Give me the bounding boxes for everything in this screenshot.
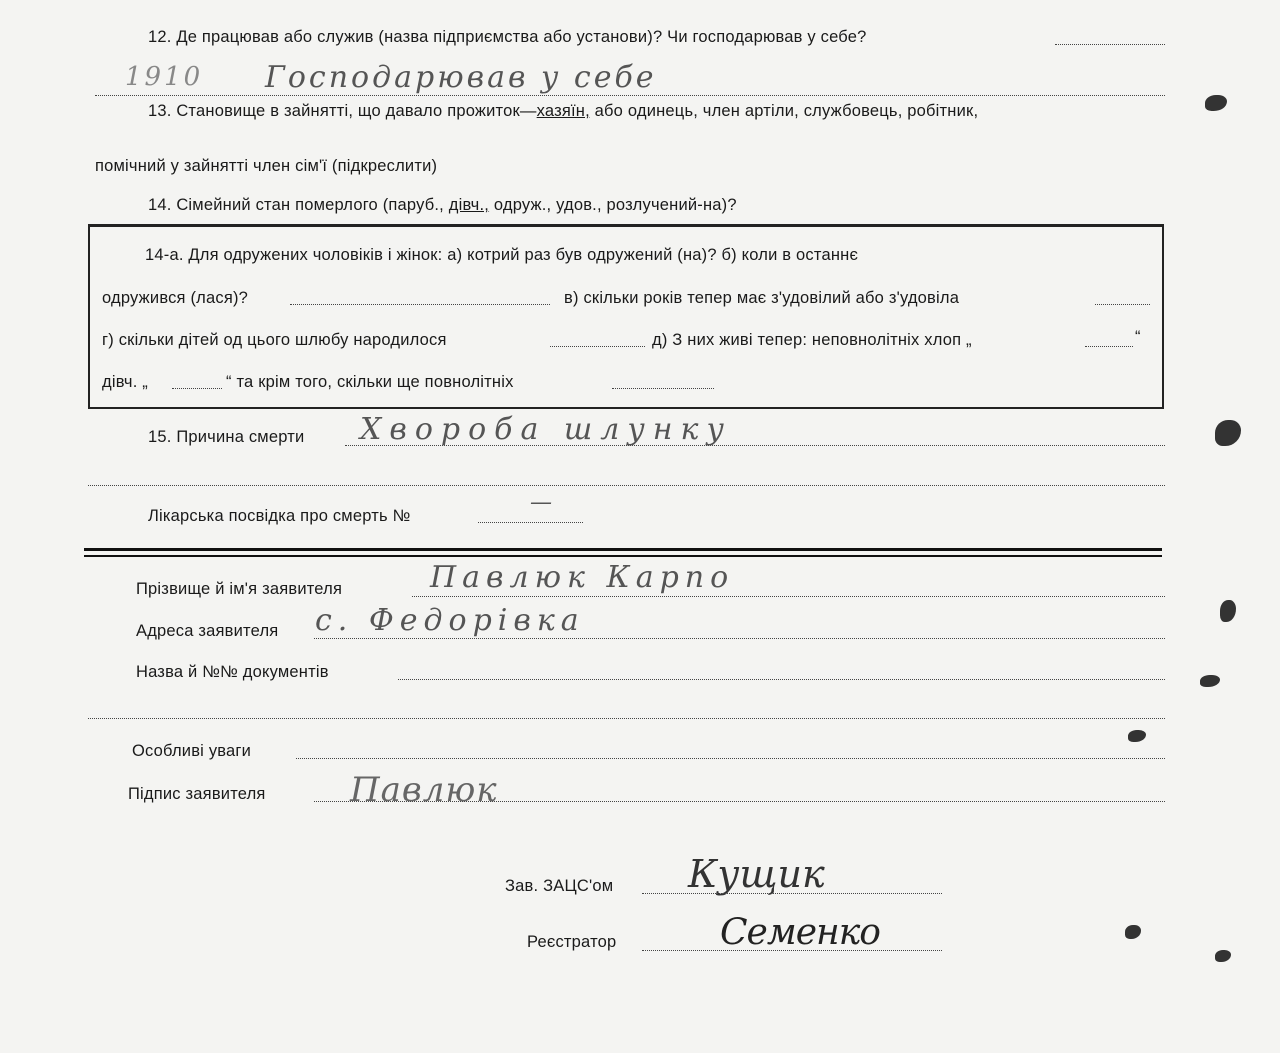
applicant-docs-line2 xyxy=(88,718,1165,719)
head-line xyxy=(642,893,942,894)
paper-damage-mark xyxy=(1215,950,1231,962)
certificate-value[interactable]: — xyxy=(530,490,555,515)
q12-margin-note: 1910 xyxy=(125,62,204,92)
q14a-line4a: дівч. „ xyxy=(102,373,148,391)
q14a-line1: 14-а. Для одружених чоловіків і жінок: а) котрий раз був одружений (на)? б) коли в останнє xyxy=(145,246,859,264)
head-label: Зав. ЗАЦС'ом xyxy=(505,877,614,895)
q14-label xyxy=(148,196,737,215)
applicant-signature-label: Підпис заявителя xyxy=(128,785,266,803)
applicant-docs-line xyxy=(398,679,1165,680)
certificate-line xyxy=(478,522,583,523)
q13-label xyxy=(148,102,978,121)
paper-damage-mark xyxy=(1220,600,1236,622)
q15-answer-line xyxy=(345,445,1165,446)
applicant-address-line xyxy=(314,638,1165,639)
paper-damage-mark xyxy=(1205,95,1227,111)
q14a-line2-dots xyxy=(290,304,550,305)
paper-damage-mark xyxy=(1200,675,1220,687)
q15-label: 15. Причина смерти xyxy=(148,428,305,446)
registrar-signature[interactable]: Семенко xyxy=(720,912,880,953)
q14-underlined-option: дівч., xyxy=(448,196,490,214)
registrar-line xyxy=(642,950,942,951)
q12-answer-line xyxy=(95,95,1165,96)
head-signature[interactable]: Кущик xyxy=(688,852,825,896)
q15-extra-line xyxy=(88,485,1165,486)
section-divider-bottom xyxy=(84,555,1162,557)
paper-damage-mark xyxy=(1128,730,1146,742)
q12-answer[interactable]: Господарював у себе xyxy=(265,60,657,95)
q14a-line3a: г) скільки дітей од цього шлюбу народилося xyxy=(102,331,447,349)
q14a-line4b-dots xyxy=(612,388,714,389)
q13-label-post: або одинець, член артіли, службовець, робітник, xyxy=(589,102,979,120)
q14a-line4b: “ та крім того, скільки ще повнолітніх xyxy=(226,373,514,391)
applicant-docs-label: Назва й №№ документів xyxy=(136,663,329,681)
applicant-notes-label: Особливі уваги xyxy=(132,742,252,760)
q14-label-pre: 14. Сімейний стан померлого (паруб., xyxy=(148,196,449,214)
q13-underlined-option: хазяїн, xyxy=(536,102,590,120)
applicant-address-value[interactable]: с. Федорівка xyxy=(315,603,585,638)
applicant-signature-line xyxy=(314,801,1165,802)
paper-damage-mark xyxy=(1125,925,1141,939)
q14a-line2b-dots xyxy=(1095,304,1150,305)
certificate-label: Лікарська посвідка про смерть № xyxy=(148,507,411,525)
q14a-line2a: одружився (лася)? xyxy=(102,289,249,307)
q12-label: 12. Де працював або служив (назва підприємства або установи)? Чи господарював у себе? xyxy=(148,28,867,46)
applicant-name-value[interactable]: Павлюк Карпо xyxy=(430,560,735,595)
q14a-line3-dots xyxy=(550,346,645,347)
q13-label-pre: 13. Становище в зайнятті, що давало прожиток— xyxy=(148,102,537,120)
applicant-signature[interactable]: Павлюк xyxy=(350,770,498,810)
applicant-address-label: Адреса заявителя xyxy=(136,622,279,640)
q14-label-post: одруж., удов., розлучений-на)? xyxy=(489,196,737,214)
applicant-name-line xyxy=(412,596,1165,597)
section-divider-top xyxy=(84,548,1162,551)
q13-label-line2: помічний у зайнятті член сім'ї (підкреслити) xyxy=(95,157,438,175)
paper-damage-mark xyxy=(1215,420,1241,446)
q12-dotted-line xyxy=(1055,44,1165,45)
applicant-notes-line xyxy=(296,758,1165,759)
q15-answer[interactable]: Хвороба шлунку xyxy=(360,412,732,447)
q14a-line2b: в) скільки років тепер має з'удовілий або з'удовіла xyxy=(564,289,960,307)
q14a-line3b-dots xyxy=(1085,346,1133,347)
registrar-label: Реєстратор xyxy=(527,933,617,951)
applicant-name-label: Прізвище й ім'я заявителя xyxy=(136,580,343,598)
q14a-line3b: д) З них живі тепер: неповнолітніх хлоп „ xyxy=(652,331,972,349)
q14a-line4-dots xyxy=(172,388,222,389)
q14a-line3c: “ xyxy=(1135,328,1141,346)
